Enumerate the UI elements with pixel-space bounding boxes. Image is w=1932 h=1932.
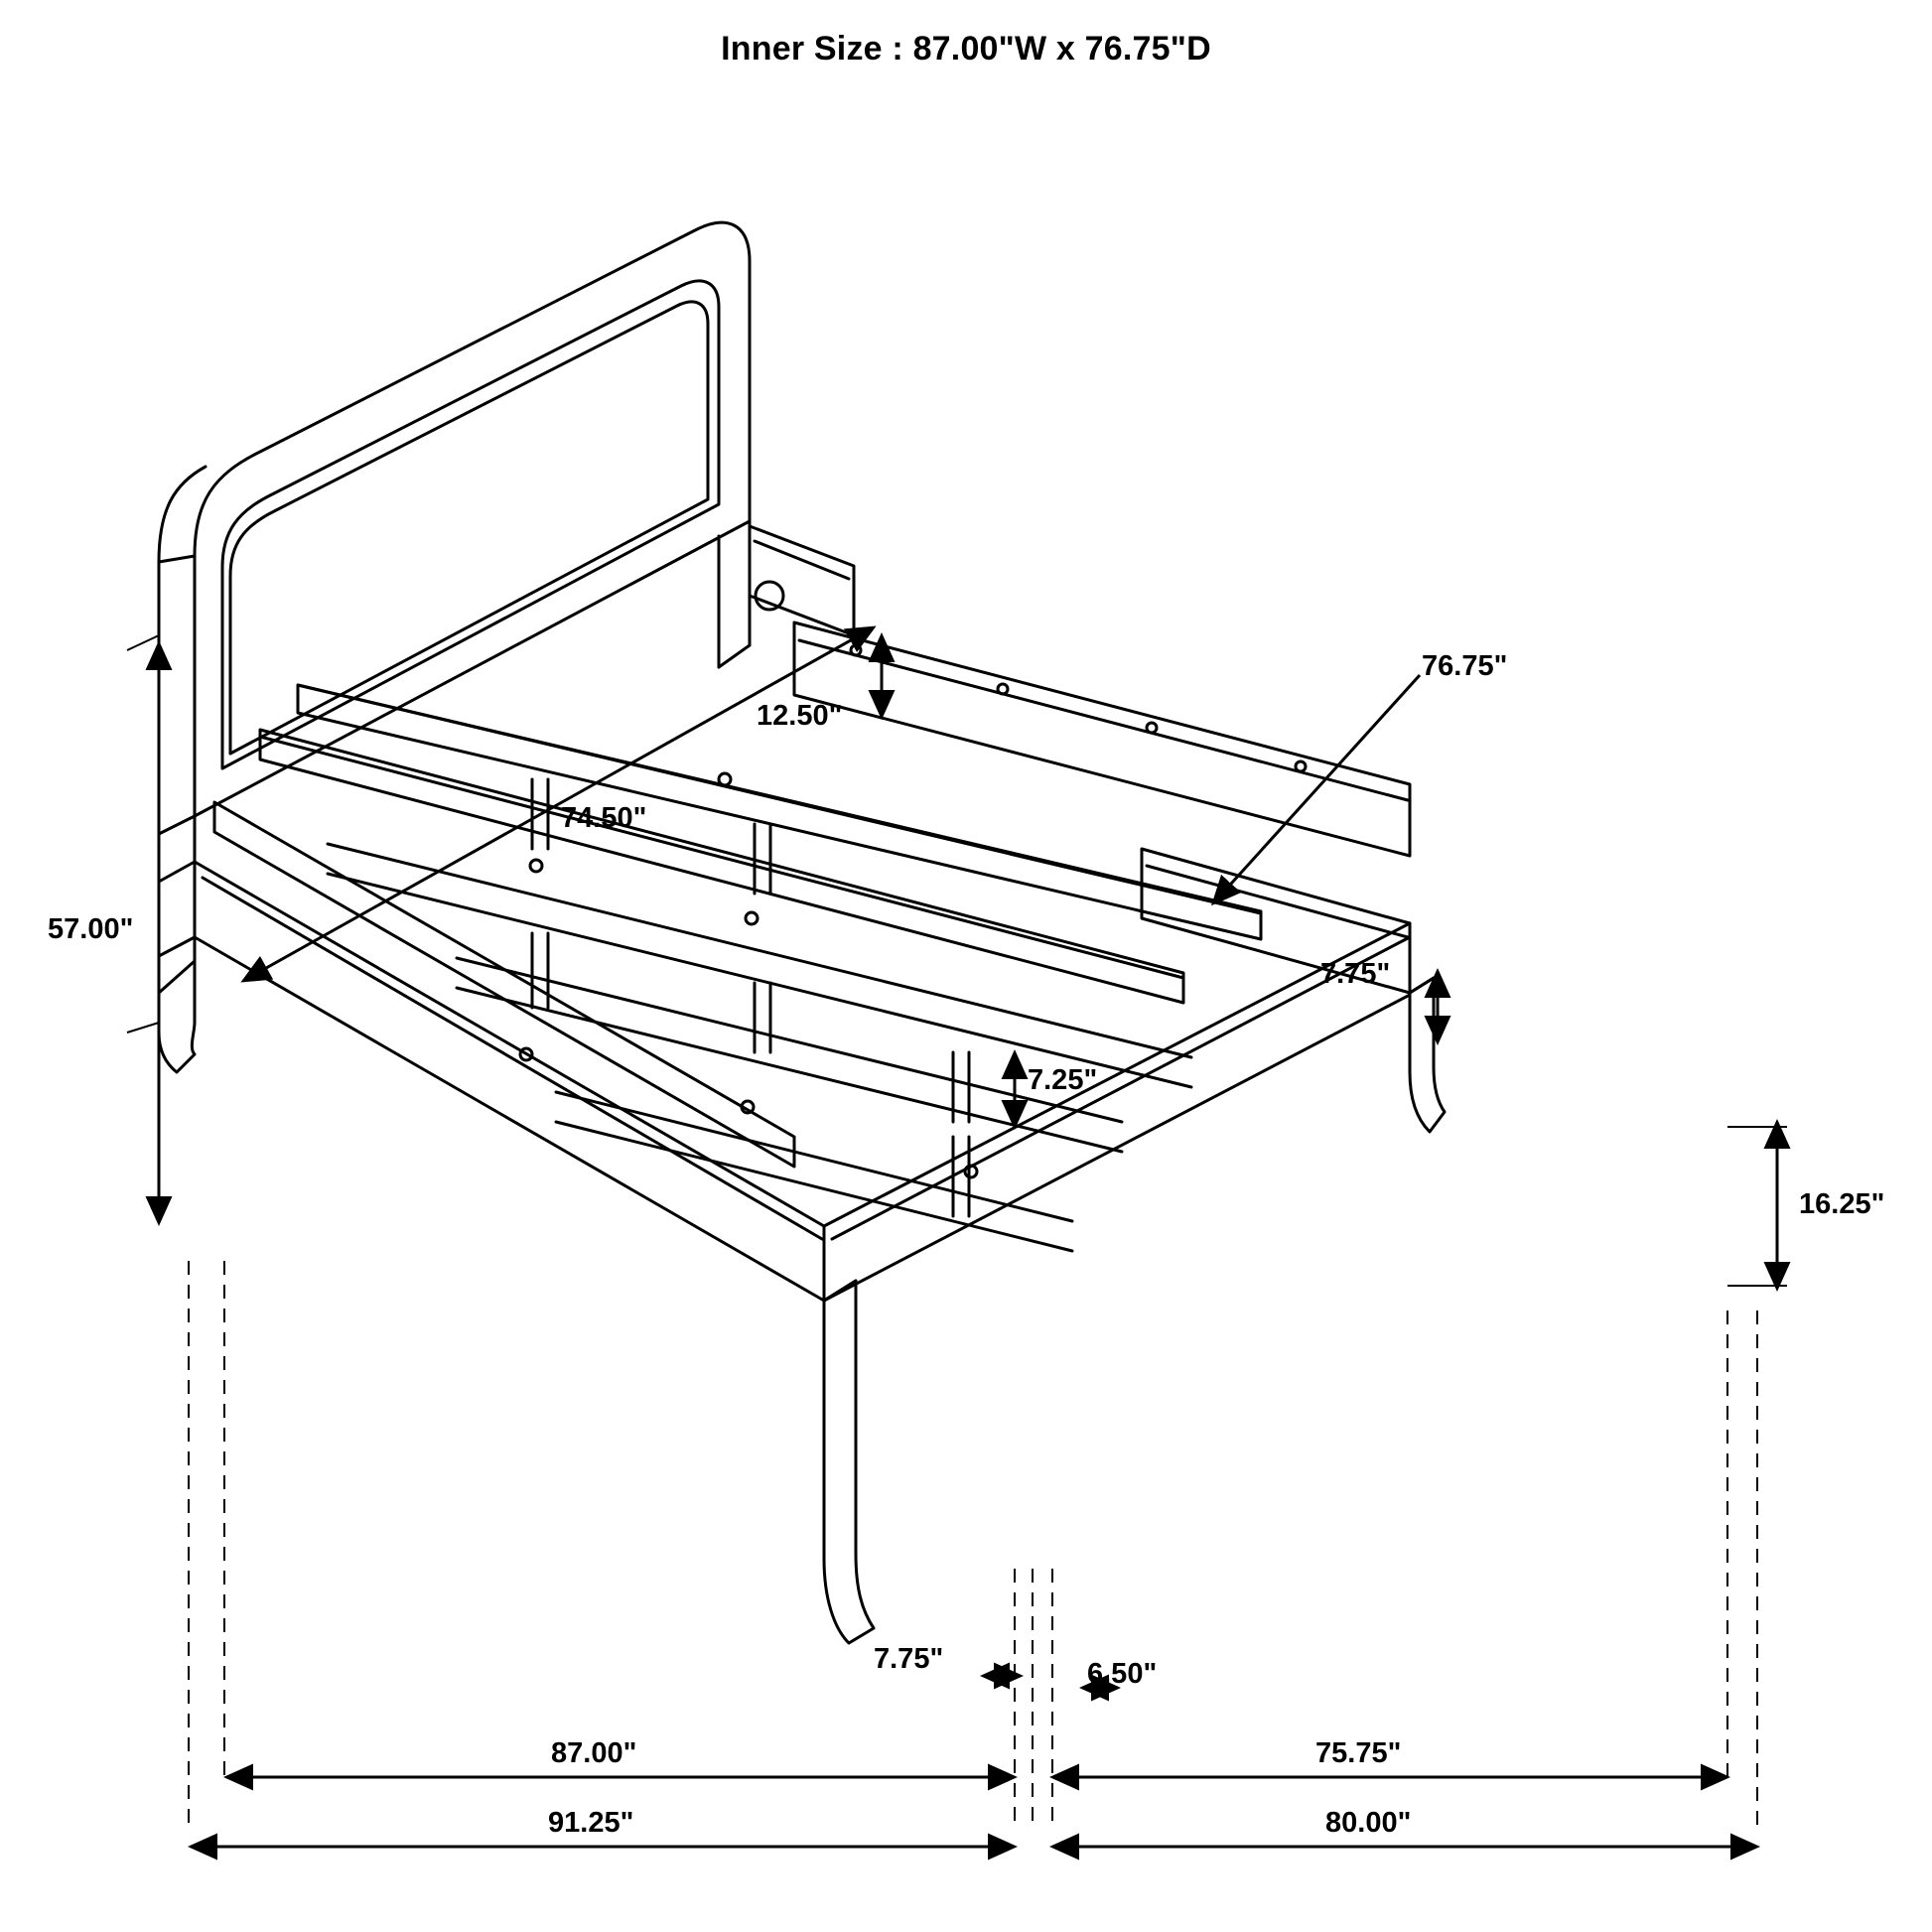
dim-label-headboard-panel-drop: 12.50" bbox=[757, 700, 843, 732]
dim-label-rail-height-right: 7.75" bbox=[1320, 958, 1391, 990]
dim-label-footboard-height: 16.25" bbox=[1799, 1188, 1885, 1220]
dim-76-75-leader bbox=[1213, 675, 1420, 903]
dim-label-inner-width-front: 87.00" bbox=[551, 1737, 637, 1769]
bed-outline bbox=[159, 222, 1445, 1643]
dim-label-footboard-rail: 7.75" bbox=[874, 1643, 944, 1675]
slat-line-e2 bbox=[556, 1122, 1072, 1251]
dim-label-inner-depth: 76.75" bbox=[1422, 650, 1508, 682]
dim-label-outer-width-front: 91.25" bbox=[548, 1807, 634, 1839]
slat-leg-1 bbox=[532, 933, 548, 1008]
dim-label-outer-depth-side: 80.00" bbox=[1325, 1807, 1412, 1839]
dim-label-inner-depth-side: 75.75" bbox=[1315, 1737, 1402, 1769]
head-rail-bracket bbox=[750, 526, 854, 635]
head-left-leg bbox=[159, 961, 195, 1072]
dim-74-50 bbox=[243, 627, 874, 981]
page-title: Inner Size : 87.00"W x 76.75"D bbox=[721, 30, 1211, 68]
slat-leg-4 bbox=[755, 824, 770, 894]
extension-lines bbox=[189, 1261, 1757, 1829]
right-side-rail bbox=[794, 622, 1410, 856]
dim-label-headboard-panel-width: 74.50" bbox=[561, 802, 647, 834]
slat-leg-2 bbox=[755, 983, 770, 1052]
dim-label-headboard-height: 57.00" bbox=[48, 913, 134, 945]
ext-57-top bbox=[127, 635, 159, 650]
dim-label-slat-height: 7.25" bbox=[1028, 1064, 1098, 1096]
headboard-right-post-bottom bbox=[719, 645, 750, 667]
slat-line-b2 bbox=[328, 874, 1191, 1087]
rail-hole bbox=[756, 582, 783, 610]
center-beam bbox=[260, 730, 1183, 1003]
foot-center-leg bbox=[824, 1281, 874, 1643]
slat-line-e bbox=[556, 1092, 1072, 1221]
headboard-left-post bbox=[159, 556, 195, 834]
foot-right-leg bbox=[1410, 978, 1445, 1132]
center-support-left bbox=[214, 802, 794, 1167]
ext-57-bottom bbox=[127, 1023, 159, 1033]
dim-label-foot-leg-width: 6.50" bbox=[1087, 1658, 1158, 1690]
